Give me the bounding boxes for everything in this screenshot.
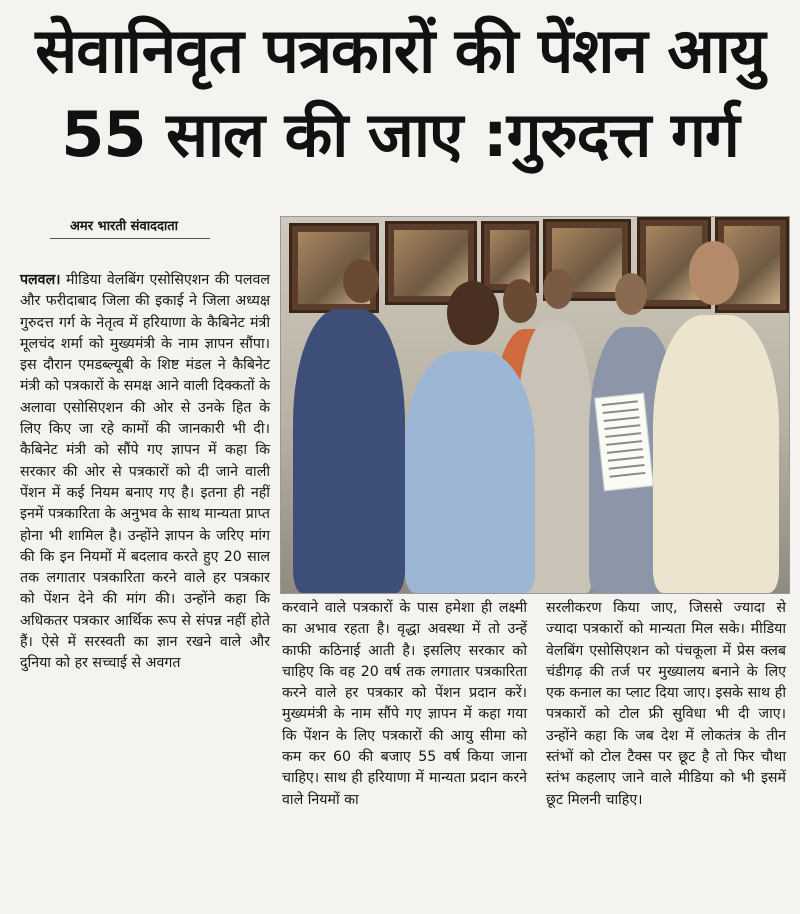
headline-line-2: 55 साल की जाए :गुरुदत्त गर्ग xyxy=(61,98,739,171)
memorandum-document xyxy=(594,393,654,492)
person-4-head xyxy=(615,273,647,315)
person-1 xyxy=(293,309,405,593)
byline: अमर भारती संवाददाता xyxy=(70,219,179,234)
article-column-3 xyxy=(546,598,786,811)
person-5-head xyxy=(447,281,499,345)
person-3-head xyxy=(543,269,573,309)
dateline: पलवल। xyxy=(20,272,61,288)
article-column-2 xyxy=(282,598,527,811)
column-1-text: मीडिया वेलबिंग एसोसिएशन की पलवल और फरीदाबाद जिला की इकाई ने जिला अध्यक्ष गुरुदत्त गर्ग के नेतृत्व में हरियाणा के कैबिनेट मंत्री मूलचंद शर्मा को मुख्यमंत्री के नाम ज्ञापन सौंपा। इस दौरान एमडब्ल्यूबी के शिष्ट मंडल ने कैबिनेट मंत्री को पत्रकारों के समक्ष आने वाली दिक्कतों के अलावा एसोसिएशन की ओर से उनके हित के लिए किए जा रहे कामों की जानकारी भी दी।कैबिनेट मंत्री को सौंपे गए ज्ञापन में कहा कि सरकार की ओर से पत्रकारों को दी जाने वाली पेंशन में कई नियम बनाए गए है। इतना ही नहीं इनमें पत्रकारिता के अनुभव के साथ मान्यता प्राप्त होना भी शामिल है। उन्होंने ज्ञापन के जरिए मांग की कि इन नियमों में बदलाव करते हुए 20 साल तक लगातार पत्रकारिता करने वाले हर पत्रकार को पेंशन देने की मांग की। उन्होंने कहा कि अधिकतर पत्रकार आर्थिक रूप से संपन्न नहीं होते हैं। ऐसे में सरस्वती का ज्ञान रखने वाले और दुनिया को हर सच्चाई से अवगत xyxy=(20,272,270,672)
news-photo xyxy=(280,216,790,594)
person-2-head xyxy=(503,279,537,323)
column-3-text: सरलीकरण किया जाए, जिससे ज्यादा से ज्यादा पत्रकारों को मान्यता मिल सके। मीडिया वेलबिंग एसोसिएशन को पंचकूला में प्रेस क्लब चंडीगढ़ की तर्ज पर मुख्यालय बनाने के लिए एक कनाल का प्लाट दिया जाए। इसके साथ ही पत्रकारों को टोल फ्री सुविधा भी दी जाए। उन्होंने कहा कि जब देश में लोकतंत्र के तीन स्तंभों को टोल टैक्स पर छूट है तो फिर चौथा स्तंभ कहलाए जाने वाले मीडिया को भी इसमें छूट मिलनी चाहिए। xyxy=(546,600,786,808)
headline-line-1: सेवानिवृत पत्रकारों की पेंशन आयु xyxy=(35,14,765,87)
column-2-text: करवाने वाले पत्रकारों के पास हमेशा ही लक्ष्मी का अभाव रहता है। वृद्धा अवस्था में तो उन्हें काफी कठिनाई आती है। इसलिए सरकार को चाहिए कि वह 20 वर्ष तक लगातार पत्रकारिता करने वाले हर पत्रकार को पेंशन प्रदान करें। मुख्यमंत्री के नाम सौंपे गए ज्ञापन में कहा गया कि पेंशन के लिए पत्रकारों की आयु सीमा को कम कर 60 की बजाए 55 वर्ष किया जाना चाहिए। साथ ही हरियाणा में मान्यता प्रदान करने वाले नियमों का xyxy=(282,600,527,808)
person-5 xyxy=(405,351,535,593)
person-1-head xyxy=(343,259,379,303)
person-6 xyxy=(653,315,779,593)
person-6-head xyxy=(689,241,739,305)
article-column-1 xyxy=(20,270,270,675)
byline-rule xyxy=(50,238,210,239)
